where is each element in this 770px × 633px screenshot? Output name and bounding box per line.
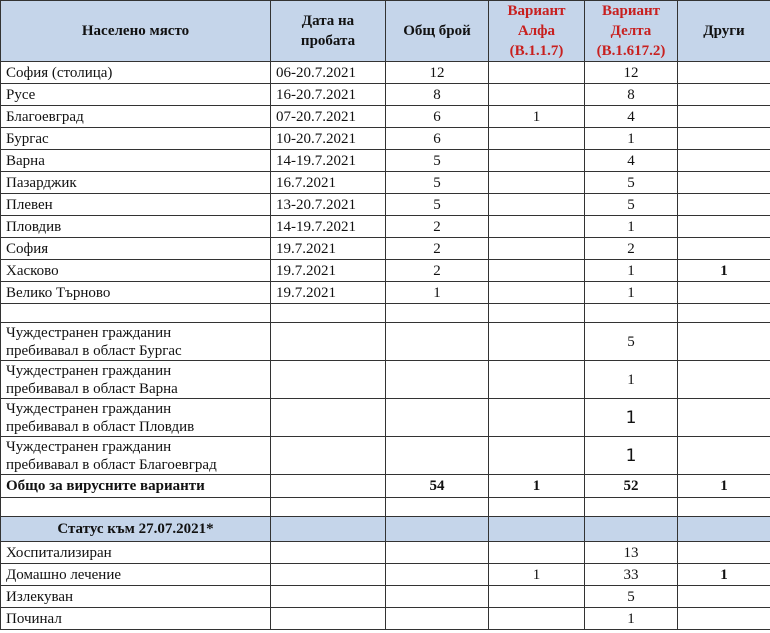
- foreign-line2: пребивавал в област Пловдив: [6, 418, 195, 435]
- cell-total: 5: [386, 172, 489, 194]
- cell-total: 5: [386, 150, 489, 172]
- cell-delta: 4: [585, 106, 678, 128]
- cell-alpha: 1: [489, 564, 585, 586]
- spacer-row: [1, 498, 770, 517]
- cell-alpha: [489, 128, 585, 150]
- header-place: Населено място: [1, 1, 271, 62]
- header-other: Други: [678, 1, 770, 62]
- table-row: [1, 282, 770, 304]
- table-row: [1, 216, 770, 238]
- cell-place: София (столица): [1, 62, 271, 84]
- cell-place: Бургас: [1, 128, 271, 150]
- cell-delta: 4: [585, 150, 678, 172]
- cell-alpha: [489, 150, 585, 172]
- cell-delta: 1: [585, 361, 678, 399]
- cell-alpha: [489, 260, 585, 282]
- status-label: Починал: [1, 608, 271, 630]
- totals-row: [1, 475, 770, 498]
- cell-other: [678, 586, 770, 608]
- status-row: [1, 564, 770, 586]
- foreign-line1: Чуждестранен гражданин: [6, 362, 172, 379]
- cell-delta: 12: [585, 62, 678, 84]
- cell-other: 1: [678, 260, 770, 282]
- cell-total: 6: [386, 106, 489, 128]
- cell-other: [678, 194, 770, 216]
- totals-label: Общо за вирусните варианти: [1, 475, 271, 498]
- foreign-line2: пребивавал в област Бургас: [6, 342, 182, 359]
- cell-alpha: 1: [489, 106, 585, 128]
- cell-alpha: [489, 586, 585, 608]
- status-label: Хоспитализиран: [1, 542, 271, 564]
- cell-date: 06-20.7.2021: [271, 62, 386, 84]
- header-alpha-line2: Алфа: [517, 23, 556, 39]
- cell-delta: 2: [585, 238, 678, 260]
- header-delta-line3: (B.1.617.2): [596, 43, 666, 59]
- cell-other: [678, 150, 770, 172]
- cell-place: Благоевград: [1, 106, 271, 128]
- cell-place: Плевен: [1, 194, 271, 216]
- status-row: [1, 542, 770, 564]
- cell-other: [678, 542, 770, 564]
- cell-place: Хасково: [1, 260, 271, 282]
- totals-delta: 52: [585, 475, 678, 498]
- cell-total: 6: [386, 128, 489, 150]
- totals-alpha: 1: [489, 475, 585, 498]
- cell-total: 5: [386, 194, 489, 216]
- cell-alpha: [489, 216, 585, 238]
- cell-date: 10-20.7.2021: [271, 128, 386, 150]
- cell-total: 1: [386, 282, 489, 304]
- cell-delta: 1: [585, 437, 678, 475]
- cell-delta: 5: [585, 586, 678, 608]
- table-row: [1, 62, 770, 84]
- cell-alpha: [489, 282, 585, 304]
- table-row: [1, 172, 770, 194]
- status-row: [1, 608, 770, 630]
- cell-delta: 1: [585, 216, 678, 238]
- cell-other: [678, 216, 770, 238]
- foreign-line2: пребивавал в област Благоевград: [6, 456, 217, 473]
- cell-date: 19.7.2021: [271, 260, 386, 282]
- cell-date: 14-19.7.2021: [271, 216, 386, 238]
- status-label: Излекуван: [1, 586, 271, 608]
- table-row: [1, 238, 770, 260]
- cell-total: 2: [386, 238, 489, 260]
- foreign-row: [1, 323, 770, 361]
- cell-delta: 5: [585, 194, 678, 216]
- header-alpha-line1: Вариант: [507, 3, 566, 19]
- table-row: [1, 84, 770, 106]
- cell-date: 19.7.2021: [271, 282, 386, 304]
- header-date: [271, 1, 386, 62]
- header-date-line1: Дата на: [301, 13, 355, 29]
- status-header: Статус към 27.07.2021*: [1, 517, 271, 542]
- table-row: [1, 106, 770, 128]
- cell-delta: 5: [585, 323, 678, 361]
- cell-place: Русе: [1, 84, 271, 106]
- cell-date: 14-19.7.2021: [271, 150, 386, 172]
- cell-date: 19.7.2021: [271, 238, 386, 260]
- cell-alpha: [489, 84, 585, 106]
- cell-other: [678, 62, 770, 84]
- foreign-line1: Чуждестранен гражданин: [6, 324, 172, 341]
- spacer-row: [1, 304, 770, 323]
- cell-date: 16.7.2021: [271, 172, 386, 194]
- cell-foreign-label: [1, 437, 271, 475]
- cell-total: 2: [386, 216, 489, 238]
- cell-place: Варна: [1, 150, 271, 172]
- cell-delta: 1: [585, 260, 678, 282]
- cell-delta: 1: [585, 399, 678, 437]
- header-delta: [585, 1, 678, 62]
- cell-other: [678, 84, 770, 106]
- cell-alpha: [489, 62, 585, 84]
- cell-date: 16-20.7.2021: [271, 84, 386, 106]
- cell-other: [678, 172, 770, 194]
- header-alpha: [489, 1, 585, 62]
- table-row: [1, 150, 770, 172]
- cell-delta: 8: [585, 84, 678, 106]
- foreign-row: [1, 399, 770, 437]
- cell-alpha: [489, 542, 585, 564]
- header-row: [1, 1, 770, 62]
- cell-other: [678, 608, 770, 630]
- cell-place: Велико Търново: [1, 282, 271, 304]
- header-delta-line1: Вариант: [601, 3, 660, 19]
- table-row: [1, 194, 770, 216]
- cell-total: 8: [386, 84, 489, 106]
- cell-other: 1: [678, 564, 770, 586]
- header-delta-line2: Делта: [610, 23, 652, 39]
- table-row: [1, 128, 770, 150]
- cell-delta: 5: [585, 172, 678, 194]
- foreign-line1: Чуждестранен гражданин: [6, 400, 172, 417]
- cell-alpha: [489, 172, 585, 194]
- cell-total: 12: [386, 62, 489, 84]
- header-alpha-line3: (B.1.1.7): [509, 43, 564, 59]
- cell-other: [678, 282, 770, 304]
- cell-foreign-label: [1, 361, 271, 399]
- cell-other: [678, 128, 770, 150]
- cell-foreign-label: [1, 399, 271, 437]
- totals-other: 1: [678, 475, 770, 498]
- cell-foreign-label: [1, 323, 271, 361]
- cell-other: [678, 106, 770, 128]
- status-row: [1, 586, 770, 608]
- foreign-row: [1, 361, 770, 399]
- header-total: Общ брой: [386, 1, 489, 62]
- cell-place: Пловдив: [1, 216, 271, 238]
- cell-delta: 13: [585, 542, 678, 564]
- header-date-line2: пробата: [300, 33, 356, 49]
- cell-other: [678, 238, 770, 260]
- foreign-row: [1, 437, 770, 475]
- cell-delta: 33: [585, 564, 678, 586]
- cell-alpha: [489, 238, 585, 260]
- cell-date: 13-20.7.2021: [271, 194, 386, 216]
- cell-alpha: [489, 194, 585, 216]
- cell-date: 07-20.7.2021: [271, 106, 386, 128]
- cell-delta: 1: [585, 608, 678, 630]
- cell-delta: 1: [585, 128, 678, 150]
- cell-alpha: [489, 608, 585, 630]
- table-row: [1, 260, 770, 282]
- status-label: Домашно лечение: [1, 564, 271, 586]
- foreign-line1: Чуждестранен гражданин: [6, 438, 172, 455]
- foreign-line2: пребивавал в област Варна: [6, 380, 178, 397]
- totals-total: 54: [386, 475, 489, 498]
- status-header-row: [1, 517, 770, 542]
- cell-delta: 1: [585, 282, 678, 304]
- cell-place: Пазарджик: [1, 172, 271, 194]
- cell-total: 2: [386, 260, 489, 282]
- cell-place: София: [1, 238, 271, 260]
